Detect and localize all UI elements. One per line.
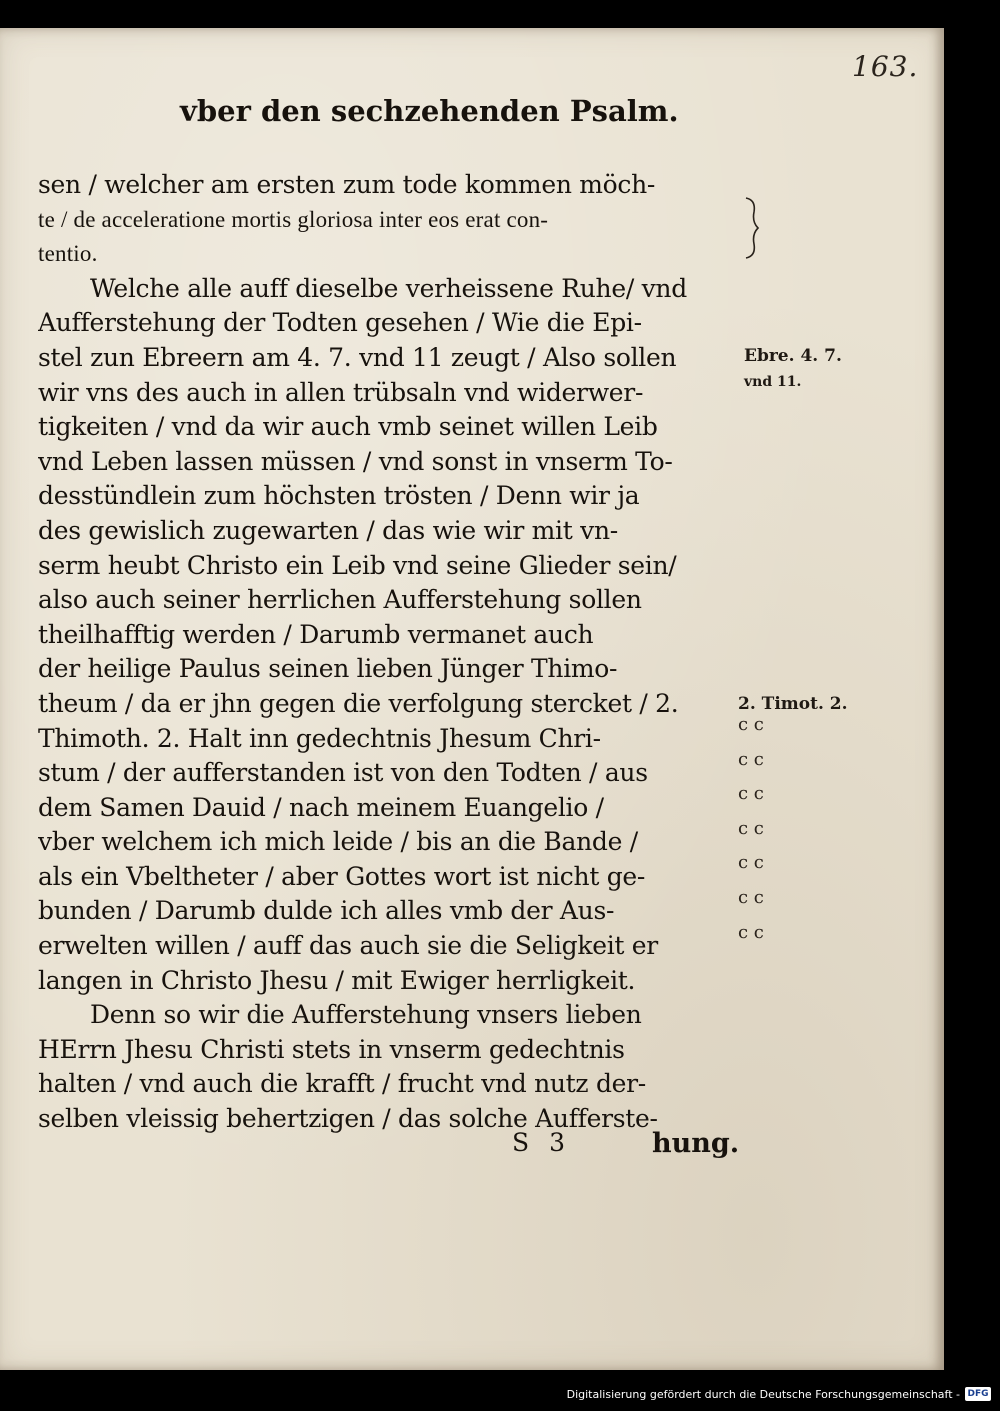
text-line: tentio. <box>38 241 98 267</box>
text-line: des gewislich zugewarten / das wie wir mit vn- <box>38 515 618 545</box>
text-line: sen / welcher am ersten zum tode kommen möch- <box>38 170 656 199</box>
funding-credit: Digitalisierung gefördert durch die Deutsche Forschungsgemeinschaft - <box>566 1388 960 1401</box>
text-line: stum / der aufferstanden ist von den Todten / aus <box>38 758 648 788</box>
text-line: langen in Christo Jhesu / mit Ewiger herrligkeit. <box>38 965 636 995</box>
margin-note-timot: 2. Timot. 2. <box>738 694 848 714</box>
text-line: theum / da er jhn gegen die verfolgung stercket / 2. <box>38 688 679 718</box>
quote-mark: c c <box>738 886 764 908</box>
text-line: Denn so wir die Aufferstehung vnsers lieben <box>90 1000 642 1030</box>
signature-mark: S 3 <box>512 1128 571 1157</box>
signature-row <box>38 1128 738 1164</box>
text-line: stel zun Ebreern am 4. 7. vnd 11 zeugt / Also sollen <box>38 342 677 372</box>
text-line: selben vleissig behertzigen / das solche Aufferste- <box>38 1104 658 1134</box>
text-line: HErrn Jhesu Christi stets in vnserm gedechtnis <box>38 1034 625 1064</box>
quote-mark: c c <box>738 852 764 874</box>
text-line: Aufferstehung der Todten gesehen / Wie die Epi- <box>38 308 642 338</box>
quote-mark: c c <box>738 921 764 943</box>
page-folio: 163. <box>852 50 919 83</box>
text-line: te / de acceleratione mortis gloriosa inter eos erat con- <box>38 206 549 232</box>
text-line: vnd Leben lassen müssen / vnd sonst in vnserm To- <box>38 446 673 476</box>
text-line: theilhafftig werden / Darumb vermanet auch <box>38 619 594 649</box>
text-line: dem Samen Dauid / nach meinem Euangelio / <box>38 792 604 822</box>
text-line: Welche alle auff dieselbe verheissene Ruhe/ vnd <box>90 273 687 303</box>
margin-note-ebre-cont: vnd 11. <box>744 374 802 390</box>
running-head: vber den sechzehenden Psalm. <box>180 94 679 128</box>
text-line: erwelten willen / auff das auch sie die Seligkeit er <box>38 931 658 961</box>
main-text-block <box>38 168 738 1137</box>
text-line: als ein Vbeltheter / aber Gottes wort ist nicht ge- <box>38 861 646 891</box>
quote-marks-column <box>738 708 768 950</box>
text-line: serm heubt Christo ein Leib vnd seine Glieder sein/ <box>38 550 677 580</box>
dfg-logo-icon: DFG <box>965 1387 991 1401</box>
quote-mark: c c <box>738 714 764 735</box>
text-line: vber welchem ich mich leide / bis an die Bande / <box>38 827 638 857</box>
margin-note-ebre: Ebre. 4. 7. <box>744 346 842 366</box>
text-line: desstündlein zum höchsten trösten / Denn wir ja <box>38 481 640 511</box>
quote-mark: c c <box>738 748 764 770</box>
text-line: Thimoth. 2. Halt inn gedechtnis Jhesum Chri- <box>38 723 601 753</box>
catchword: hung. <box>652 1128 740 1159</box>
text-line: tigkeiten / vnd da wir auch vmb seinet willen Leib <box>38 412 658 442</box>
text-line: bunden / Darumb dulde ich alles vmb der Aus- <box>38 896 615 926</box>
text-line: wir vns des auch in allen trübsaln vnd widerwer- <box>38 377 644 407</box>
text-line: halten / vnd auch die krafft / frucht vnd nutz der- <box>38 1069 646 1099</box>
quote-mark: c c <box>738 817 764 839</box>
book-page <box>0 28 944 1370</box>
quote-mark: c c <box>738 783 764 805</box>
margin-brace-icon <box>742 196 760 260</box>
text-line: der heilige Paulus seinen lieben Jünger Thimo- <box>38 654 618 684</box>
text-line: also auch seiner herrlichen Aufferstehung sollen <box>38 585 642 615</box>
footer-bar <box>0 1370 1000 1411</box>
